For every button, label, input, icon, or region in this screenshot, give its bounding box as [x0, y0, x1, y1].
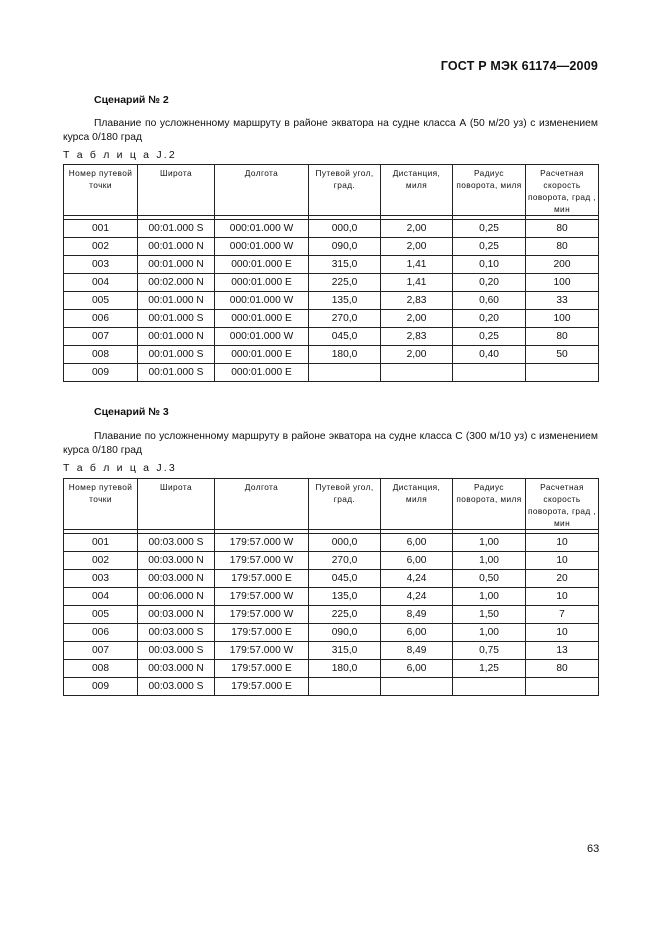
cell-waypoint: 008 — [64, 660, 138, 678]
cell-course: 045,0 — [309, 570, 381, 588]
header-longitude: Долгота — [215, 479, 309, 530]
cell-waypoint: 007 — [64, 328, 138, 346]
table-row — [64, 642, 599, 660]
cell-turn-rate: 80 — [526, 220, 599, 238]
cell-course: 225,0 — [309, 606, 381, 624]
cell-longitude: 179:57.000 E — [215, 624, 309, 642]
header-waypoint: Номер путевой точки — [64, 479, 138, 530]
cell-distance: 2,83 — [381, 292, 453, 310]
header-course: Путевой угол, град. — [309, 165, 381, 216]
cell-latitude: 00:01.000 S — [138, 364, 215, 382]
table-row — [64, 624, 599, 642]
table-row — [64, 534, 599, 552]
cell-waypoint: 003 — [64, 256, 138, 274]
cell-course: 135,0 — [309, 292, 381, 310]
cell-course: 045,0 — [309, 328, 381, 346]
cell-turn-rate: 10 — [526, 588, 599, 606]
cell-waypoint: 003 — [64, 570, 138, 588]
cell-waypoint: 001 — [64, 534, 138, 552]
cell-longitude: 000:01.000 E — [215, 364, 309, 382]
cell-latitude: 00:03.000 N — [138, 552, 215, 570]
table-j3-caption: Т а б л и ц а J.3 — [63, 462, 177, 474]
cell-course: 270,0 — [309, 310, 381, 328]
cell-waypoint: 004 — [64, 588, 138, 606]
scenario-2-title: Сценарий № 2 — [94, 94, 169, 106]
table-row — [64, 606, 599, 624]
cell-longitude: 000:01.000 E — [215, 256, 309, 274]
cell-turn-rate — [526, 678, 599, 696]
cell-turn-radius — [453, 364, 526, 382]
cell-waypoint: 002 — [64, 238, 138, 256]
cell-longitude: 000:01.000 W — [215, 238, 309, 256]
cell-distance: 2,00 — [381, 346, 453, 364]
cell-distance: 8,49 — [381, 642, 453, 660]
cell-turn-rate: 7 — [526, 606, 599, 624]
table-row — [64, 588, 599, 606]
cell-course — [309, 364, 381, 382]
header-distance: Дистанция, миля — [381, 479, 453, 530]
cell-longitude: 000:01.000 E — [215, 346, 309, 364]
table-row — [64, 328, 599, 346]
table-row — [64, 220, 599, 238]
cell-course: 315,0 — [309, 642, 381, 660]
cell-longitude: 179:57.000 E — [215, 678, 309, 696]
cell-latitude: 00:01.000 N — [138, 292, 215, 310]
cell-waypoint: 001 — [64, 220, 138, 238]
scenario-3-title: Сценарий № 3 — [94, 406, 169, 418]
cell-waypoint: 007 — [64, 642, 138, 660]
cell-longitude: 000:01.000 W — [215, 328, 309, 346]
cell-turn-radius: 0,20 — [453, 274, 526, 292]
cell-course: 225,0 — [309, 274, 381, 292]
cell-turn-radius: 0,40 — [453, 346, 526, 364]
cell-turn-rate: 20 — [526, 570, 599, 588]
cell-turn-radius — [453, 678, 526, 696]
cell-course — [309, 678, 381, 696]
cell-distance: 1,41 — [381, 256, 453, 274]
cell-course: 090,0 — [309, 624, 381, 642]
cell-turn-rate: 13 — [526, 642, 599, 660]
cell-turn-radius: 1,00 — [453, 552, 526, 570]
cell-latitude: 00:03.000 S — [138, 678, 215, 696]
cell-longitude: 179:57.000 W — [215, 588, 309, 606]
cell-waypoint: 009 — [64, 364, 138, 382]
cell-latitude: 00:01.000 S — [138, 346, 215, 364]
cell-waypoint: 009 — [64, 678, 138, 696]
cell-longitude: 179:57.000 W — [215, 642, 309, 660]
cell-latitude: 00:03.000 S — [138, 624, 215, 642]
cell-latitude: 00:03.000 N — [138, 570, 215, 588]
header-turn-radius: Радиус поворота, миля — [453, 165, 526, 216]
cell-turn-radius: 0,50 — [453, 570, 526, 588]
cell-longitude: 000:01.000 W — [215, 220, 309, 238]
table-row — [64, 274, 599, 292]
cell-latitude: 00:01.000 N — [138, 238, 215, 256]
cell-turn-rate: 10 — [526, 534, 599, 552]
cell-distance — [381, 678, 453, 696]
table-row — [64, 552, 599, 570]
cell-turn-radius: 0,20 — [453, 310, 526, 328]
cell-distance: 6,00 — [381, 552, 453, 570]
cell-turn-rate: 200 — [526, 256, 599, 274]
header-turn-radius: Радиус поворота, миля — [453, 479, 526, 530]
scenario-3-description: Плавание по усложненному маршруту в районе экватора на судне класса С (300 м/10 уз) с изменением курса 0/180 град — [63, 431, 598, 456]
cell-latitude: 00:06.000 N — [138, 588, 215, 606]
cell-turn-radius: 1,00 — [453, 534, 526, 552]
cell-longitude: 000:01.000 E — [215, 310, 309, 328]
cell-latitude: 00:03.000 N — [138, 660, 215, 678]
table-j2-caption: Т а б л и ц а J.2 — [63, 149, 177, 161]
cell-longitude: 179:57.000 E — [215, 660, 309, 678]
cell-turn-rate: 10 — [526, 552, 599, 570]
cell-turn-radius: 1,00 — [453, 588, 526, 606]
cell-latitude: 00:02.000 N — [138, 274, 215, 292]
cell-distance: 2,00 — [381, 220, 453, 238]
header-latitude: Широта — [138, 165, 215, 216]
table-row — [64, 292, 599, 310]
cell-latitude: 00:03.000 S — [138, 534, 215, 552]
cell-distance: 6,00 — [381, 624, 453, 642]
cell-waypoint: 006 — [64, 310, 138, 328]
cell-turn-rate: 100 — [526, 310, 599, 328]
cell-distance: 2,00 — [381, 310, 453, 328]
standard-header: ГОСТ Р МЭК 61174—2009 — [440, 59, 598, 73]
cell-longitude: 000:01.000 W — [215, 292, 309, 310]
cell-latitude: 00:03.000 S — [138, 642, 215, 660]
cell-longitude: 179:57.000 W — [215, 552, 309, 570]
table-row — [64, 238, 599, 256]
table-row — [64, 660, 599, 678]
cell-course: 315,0 — [309, 256, 381, 274]
cell-latitude: 00:01.000 S — [138, 310, 215, 328]
cell-distance: 1,41 — [381, 274, 453, 292]
cell-turn-radius: 0,75 — [453, 642, 526, 660]
header-distance: Дистанция, миля — [381, 165, 453, 216]
header-turn-rate: Расчетная скорость поворота, град , мин — [526, 165, 599, 216]
table-row — [64, 678, 599, 696]
cell-latitude: 00:01.000 N — [138, 328, 215, 346]
header-longitude: Долгота — [215, 165, 309, 216]
scenario-2-description: Плавание по усложненному маршруту в районе экватора на судне класса А (50 м/20 уз) с изменением курса 0/180 град — [63, 118, 598, 143]
cell-distance — [381, 364, 453, 382]
cell-turn-rate — [526, 364, 599, 382]
cell-turn-rate: 80 — [526, 328, 599, 346]
cell-longitude: 000:01.000 E — [215, 274, 309, 292]
cell-course: 000,0 — [309, 534, 381, 552]
cell-waypoint: 004 — [64, 274, 138, 292]
cell-turn-radius: 0,60 — [453, 292, 526, 310]
header-waypoint: Номер путевой точки — [64, 165, 138, 216]
cell-distance: 4,24 — [381, 588, 453, 606]
cell-distance: 8,49 — [381, 606, 453, 624]
cell-turn-rate: 33 — [526, 292, 599, 310]
cell-longitude: 179:57.000 W — [215, 534, 309, 552]
cell-turn-radius: 1,50 — [453, 606, 526, 624]
cell-waypoint: 006 — [64, 624, 138, 642]
cell-distance: 2,00 — [381, 238, 453, 256]
cell-turn-rate: 100 — [526, 274, 599, 292]
table-row — [64, 256, 599, 274]
cell-longitude: 179:57.000 W — [215, 606, 309, 624]
cell-turn-radius: 0,10 — [453, 256, 526, 274]
cell-longitude: 179:57.000 E — [215, 570, 309, 588]
cell-course: 135,0 — [309, 588, 381, 606]
cell-turn-radius: 0,25 — [453, 220, 526, 238]
cell-turn-rate: 10 — [526, 624, 599, 642]
header-course: Путевой угол, град. — [309, 479, 381, 530]
page-number: 63 — [587, 843, 600, 855]
cell-turn-rate: 80 — [526, 238, 599, 256]
table-header-row — [64, 479, 599, 530]
cell-waypoint: 002 — [64, 552, 138, 570]
cell-course: 090,0 — [309, 238, 381, 256]
cell-turn-radius: 1,00 — [453, 624, 526, 642]
cell-waypoint: 005 — [64, 606, 138, 624]
cell-latitude: 00:01.000 N — [138, 256, 215, 274]
cell-distance: 2,83 — [381, 328, 453, 346]
cell-waypoint: 005 — [64, 292, 138, 310]
cell-distance: 6,00 — [381, 660, 453, 678]
cell-course: 180,0 — [309, 660, 381, 678]
cell-waypoint: 008 — [64, 346, 138, 364]
table-row — [64, 570, 599, 588]
header-turn-rate: Расчетная скорость поворота, град , мин — [526, 479, 599, 530]
table-row — [64, 310, 599, 328]
header-latitude: Широта — [138, 479, 215, 530]
table-row — [64, 346, 599, 364]
cell-turn-radius: 1,25 — [453, 660, 526, 678]
cell-course: 000,0 — [309, 220, 381, 238]
cell-distance: 6,00 — [381, 534, 453, 552]
cell-turn-radius: 0,25 — [453, 238, 526, 256]
cell-turn-rate: 50 — [526, 346, 599, 364]
cell-course: 270,0 — [309, 552, 381, 570]
cell-course: 180,0 — [309, 346, 381, 364]
table-row — [64, 364, 599, 382]
cell-turn-radius: 0,25 — [453, 328, 526, 346]
cell-turn-rate: 80 — [526, 660, 599, 678]
cell-distance: 4,24 — [381, 570, 453, 588]
cell-latitude: 00:03.000 N — [138, 606, 215, 624]
table-j2 — [63, 164, 599, 382]
table-header-row — [64, 165, 599, 216]
table-j3 — [63, 478, 599, 696]
cell-latitude: 00:01.000 S — [138, 220, 215, 238]
